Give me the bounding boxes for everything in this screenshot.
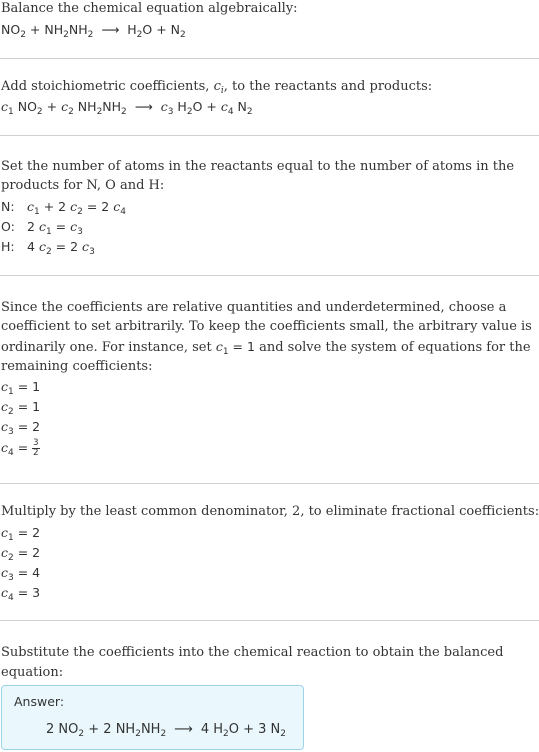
final-c3: $c_3 = 4$ (1, 565, 41, 583)
unbalanced-equation: $NO_2 + NH_2NH_2$ ⟶ $H_2O + N_2$ (1, 22, 186, 40)
step4-line4: remaining coefficients: (1, 359, 153, 374)
atom-label: H: (1, 239, 15, 254)
atom-equation-h: H: 4 $c_2 = 2$ $c_3$ (1, 239, 95, 257)
coefficient-c2: $c_2 = 1$ (1, 399, 41, 417)
coefficient-equation: $c_1$ $NO_2 + c_2$ $NH_2NH_2$ ⟶ $c_3$ $H_2O + c_4$ $N_2$ (1, 99, 253, 117)
divider (0, 483, 539, 484)
step5-intro: Multiply by the least common denominator, 2, to eliminate fractional coefficients: (1, 504, 539, 519)
atom-label: O: (1, 219, 15, 234)
divider (0, 135, 539, 136)
step6-line1: Substitute the coefficients into the chemical reaction to obtain the balanced (1, 645, 504, 660)
atom-label: N: (1, 199, 15, 214)
step3-intro-line2: products for N, O and H: (1, 178, 165, 193)
coefficient-c3: $c_3 = 2$ (1, 419, 41, 437)
step4-line2: coefficient to set arbitrarily. To keep the coefficients small, the arbitrary value is (1, 319, 532, 334)
divider (0, 58, 539, 59)
divider (0, 620, 539, 621)
atom-equation-o: O: 2 $c_1 = c_3$ (1, 219, 83, 237)
step4-line3: ordinarily one. For instance, set $c_1 = 1$ and solve the system of equations for the (1, 339, 531, 357)
answer-box (1, 685, 304, 750)
step1-intro: Balance the chemical equation algebraically: (1, 1, 298, 16)
step3-intro-line1: Set the number of atoms in the reactants equal to the number of atoms in the (1, 159, 515, 174)
final-c1: $c_1 = 2$ (1, 525, 41, 543)
coefficient-c1: $c_1 = 1$ (1, 379, 41, 397)
coefficient-c4: $c_4$ = $\frac{3}{2}$ (1, 438, 39, 458)
balanced-equation: 2 $NO_2 + 2$ $NH_2NH_2$ ⟶ 4 $H_2O + 3$ $N_2$ (46, 722, 287, 739)
divider (0, 275, 539, 276)
step2-intro: Add stoichiometric coefficients, $c_i$, to the reactants and products: (1, 79, 433, 96)
answer-label: Answer: (14, 694, 65, 709)
step6-line2: equation: (1, 665, 64, 680)
step4-line1: Since the coefficients are relative quantities and underdetermined, choose a (1, 300, 507, 315)
atom-equation-n: N: $c_1 + 2$ $c_2 = 2$ $c_4$ (1, 199, 126, 217)
final-c4: $c_4 = 3$ (1, 585, 41, 603)
fraction: $\frac{3}{2}$ (33, 438, 39, 458)
final-c2: $c_2 = 2$ (1, 545, 41, 563)
